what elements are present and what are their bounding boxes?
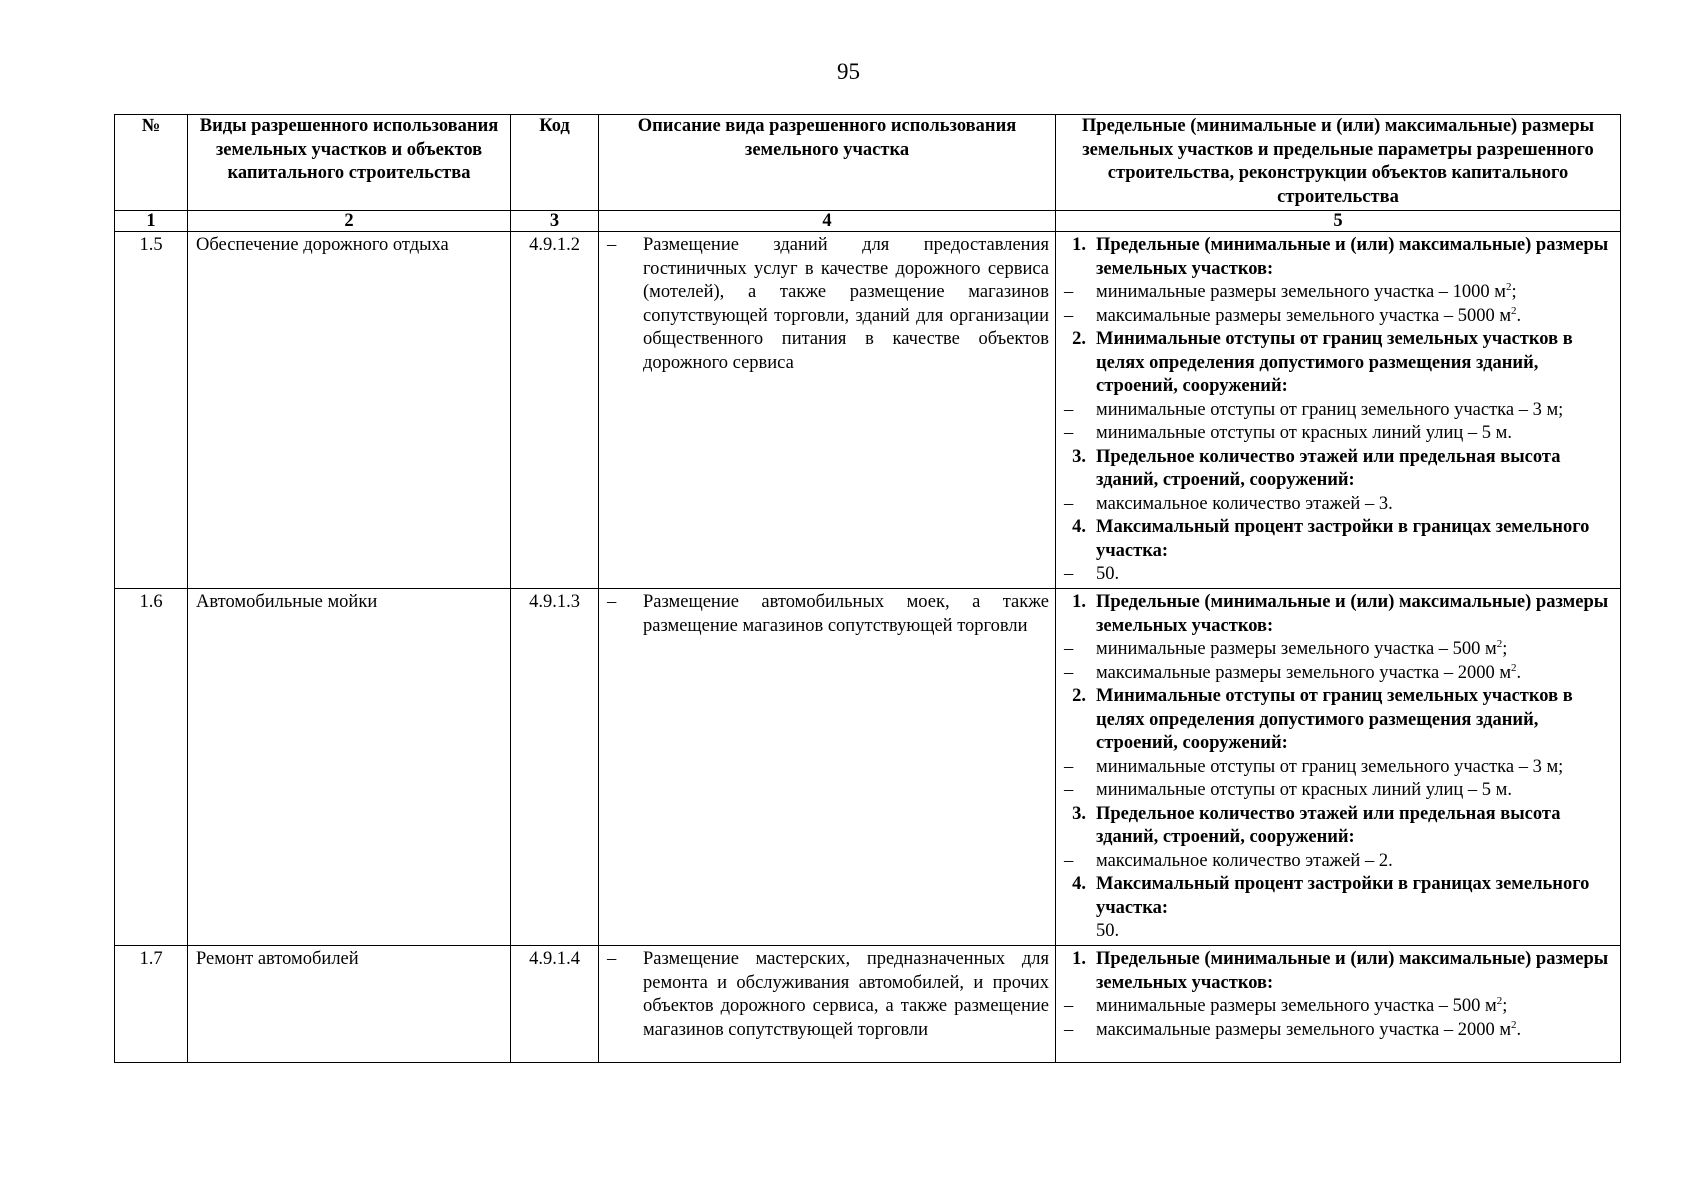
heading-text: Минимальные отступы от границ земельных участков в целях определения допустимого размещения зданий, строений, сооружений: — [1096, 686, 1573, 753]
params-item — [1062, 493, 1616, 517]
heading-text: Предельное количество этажей или предельная высота зданий, строений, сооружений: — [1096, 803, 1561, 847]
item-text: максимальные размеры земельного участка – 5000 $м^2$. — [1096, 304, 1522, 326]
item-dash: – — [1064, 1019, 1074, 1040]
description-dash: – — [607, 235, 617, 255]
description-dash: – — [607, 949, 617, 969]
item-text: минимальные размеры земельного участка – 500 $м^2$; — [1096, 637, 1508, 659]
params-item — [1062, 422, 1616, 446]
column-number: 1 — [115, 211, 188, 232]
heading-number: 4. — [1072, 874, 1086, 894]
params-heading — [1062, 516, 1616, 563]
params-cell — [1056, 946, 1621, 1063]
description-dash: – — [607, 592, 617, 612]
page-number: 95 — [837, 59, 860, 84]
item-dash: – — [1064, 305, 1074, 326]
description-text: Размещение автомобильных моек, а также размещение магазинов сопутствующей торговли — [643, 592, 1049, 636]
description-item — [607, 234, 1049, 375]
item-dash: – — [1064, 996, 1074, 1016]
item-text: минимальные размеры земельного участка – 500 $м^2$; — [1096, 994, 1508, 1016]
table-row — [115, 946, 1621, 1063]
item-dash: – — [1064, 756, 1074, 777]
params-item — [1062, 1019, 1616, 1043]
params-cell — [1056, 232, 1621, 589]
table-row — [115, 589, 1621, 946]
params-heading — [1062, 948, 1616, 995]
item-dash: – — [1064, 493, 1074, 514]
use-code: 4.9.1.2 — [511, 232, 599, 589]
item-dash: – — [1064, 399, 1074, 420]
params-item — [1062, 281, 1616, 305]
column-number: 5 — [1056, 211, 1621, 232]
item-dash: – — [1064, 850, 1074, 871]
heading-number: 3. — [1072, 446, 1086, 467]
description-item — [607, 591, 1049, 638]
item-text: минимальные отступы от красных линий улиц – 5 м. — [1096, 780, 1512, 800]
item-text: 50. — [1096, 921, 1120, 941]
header-code: Код — [511, 115, 599, 211]
params-item — [1062, 920, 1616, 944]
description-text: Размещение зданий для предоставления гостиничных услуг в качестве дорожного сервиса (мотелей), а также размещение магазинов сопутствующей торговли, зданий для организации общественного питания в качестве объектов дорожного сервиса — [643, 235, 1049, 373]
column-number: 4 — [599, 211, 1056, 232]
table-row — [115, 232, 1621, 589]
params-cell — [1056, 589, 1621, 946]
item-dash: – — [1064, 564, 1074, 584]
use-type-name: Автомобильные мойки — [188, 589, 511, 946]
params-heading — [1062, 803, 1616, 850]
heading-text: Предельные (минимальные и (или) максимальные) размеры земельных участков: — [1096, 949, 1609, 993]
params-item — [1062, 779, 1616, 803]
params-item — [1062, 995, 1616, 1019]
item-text: минимальные отступы от границ земельного участка – 3 м; — [1096, 399, 1564, 420]
params-heading — [1062, 591, 1616, 638]
column-number: 2 — [188, 211, 511, 232]
header-no: № — [115, 115, 188, 211]
header-types: Виды разрешенного использования земельных участков и объектов капитального строительства — [188, 115, 511, 211]
heading-number: 1. — [1072, 235, 1086, 255]
heading-number: 1. — [1072, 592, 1086, 612]
heading-text: Предельное количество этажей или предельная высота зданий, строений, сооружений: — [1096, 446, 1561, 490]
params-item — [1062, 638, 1616, 662]
item-dash: – — [1064, 780, 1074, 800]
column-number: 3 — [511, 211, 599, 232]
params-item — [1062, 662, 1616, 686]
heading-text: Предельные (минимальные и (или) максимальные) размеры земельных участков: — [1096, 592, 1609, 636]
item-text: минимальные размеры земельного участка – 1000 $м^2$; — [1096, 280, 1517, 302]
item-dash: – — [1064, 639, 1074, 659]
row-number: 1.6 — [115, 589, 188, 946]
table-header-row — [115, 115, 1621, 211]
item-text: максимальные размеры земельного участка – 2000 $м^2$. — [1096, 661, 1522, 683]
params-item — [1062, 305, 1616, 329]
heading-number: 2. — [1072, 329, 1086, 349]
use-code: 4.9.1.3 — [511, 589, 599, 946]
item-text: 50. — [1096, 564, 1120, 584]
header-params: Предельные (минимальные и (или) максимальные) размеры земельных участков и предельные параметры разрешенного строительства, реконструкции объектов капитального строительства — [1056, 115, 1621, 211]
item-dash: – — [1064, 282, 1074, 302]
heading-text: Максимальный процент застройки в границах земельного участка: — [1096, 874, 1590, 918]
heading-text: Предельные (минимальные и (или) максимальные) размеры земельных участков: — [1096, 235, 1609, 279]
use-type-name: Ремонт автомобилей — [188, 946, 511, 1063]
params-heading — [1062, 234, 1616, 281]
heading-text: Минимальные отступы от границ земельных участков в целях определения допустимого размещения зданий, строений, сооружений: — [1096, 329, 1573, 396]
row-number: 1.7 — [115, 946, 188, 1063]
use-type-name: Обеспечение дорожного отдыха — [188, 232, 511, 589]
row-number: 1.5 — [115, 232, 188, 589]
use-description-cell — [599, 232, 1056, 589]
heading-number: 2. — [1072, 686, 1086, 706]
use-description-cell — [599, 946, 1056, 1063]
description-text: Размещение мастерских, предназначенных для ремонта и обслуживания автомобилей, и прочих объектов дорожного сервиса, а также размещение магазинов сопутствующей торговли — [643, 949, 1049, 1040]
heading-number: 4. — [1072, 517, 1086, 537]
item-text: максимальные размеры земельного участка – 2000 $м^2$. — [1096, 1018, 1522, 1040]
params-item — [1062, 756, 1616, 780]
description-item — [607, 948, 1049, 1042]
header-description: Описание вида разрешенного использования земельного участка — [599, 115, 1056, 211]
params-item — [1062, 563, 1616, 587]
heading-number: 3. — [1072, 803, 1086, 824]
params-item — [1062, 399, 1616, 423]
item-text: максимальное количество этажей – 2. — [1096, 850, 1393, 871]
use-code: 4.9.1.4 — [511, 946, 599, 1063]
params-heading — [1062, 873, 1616, 920]
use-description-cell — [599, 589, 1056, 946]
params-heading — [1062, 685, 1616, 756]
params-heading — [1062, 446, 1616, 493]
item-text: минимальные отступы от красных линий улиц – 5 м. — [1096, 423, 1512, 443]
item-dash: – — [1064, 662, 1074, 683]
heading-text: Максимальный процент застройки в границах земельного участка: — [1096, 517, 1590, 561]
params-heading — [1062, 328, 1616, 399]
item-text: минимальные отступы от границ земельного участка – 3 м; — [1096, 756, 1564, 777]
heading-number: 1. — [1072, 949, 1086, 969]
item-text: максимальное количество этажей – 3. — [1096, 493, 1393, 514]
column-number-row — [115, 211, 1621, 232]
item-dash: – — [1064, 423, 1074, 443]
regulations-table — [114, 114, 1621, 1063]
params-item — [1062, 850, 1616, 874]
